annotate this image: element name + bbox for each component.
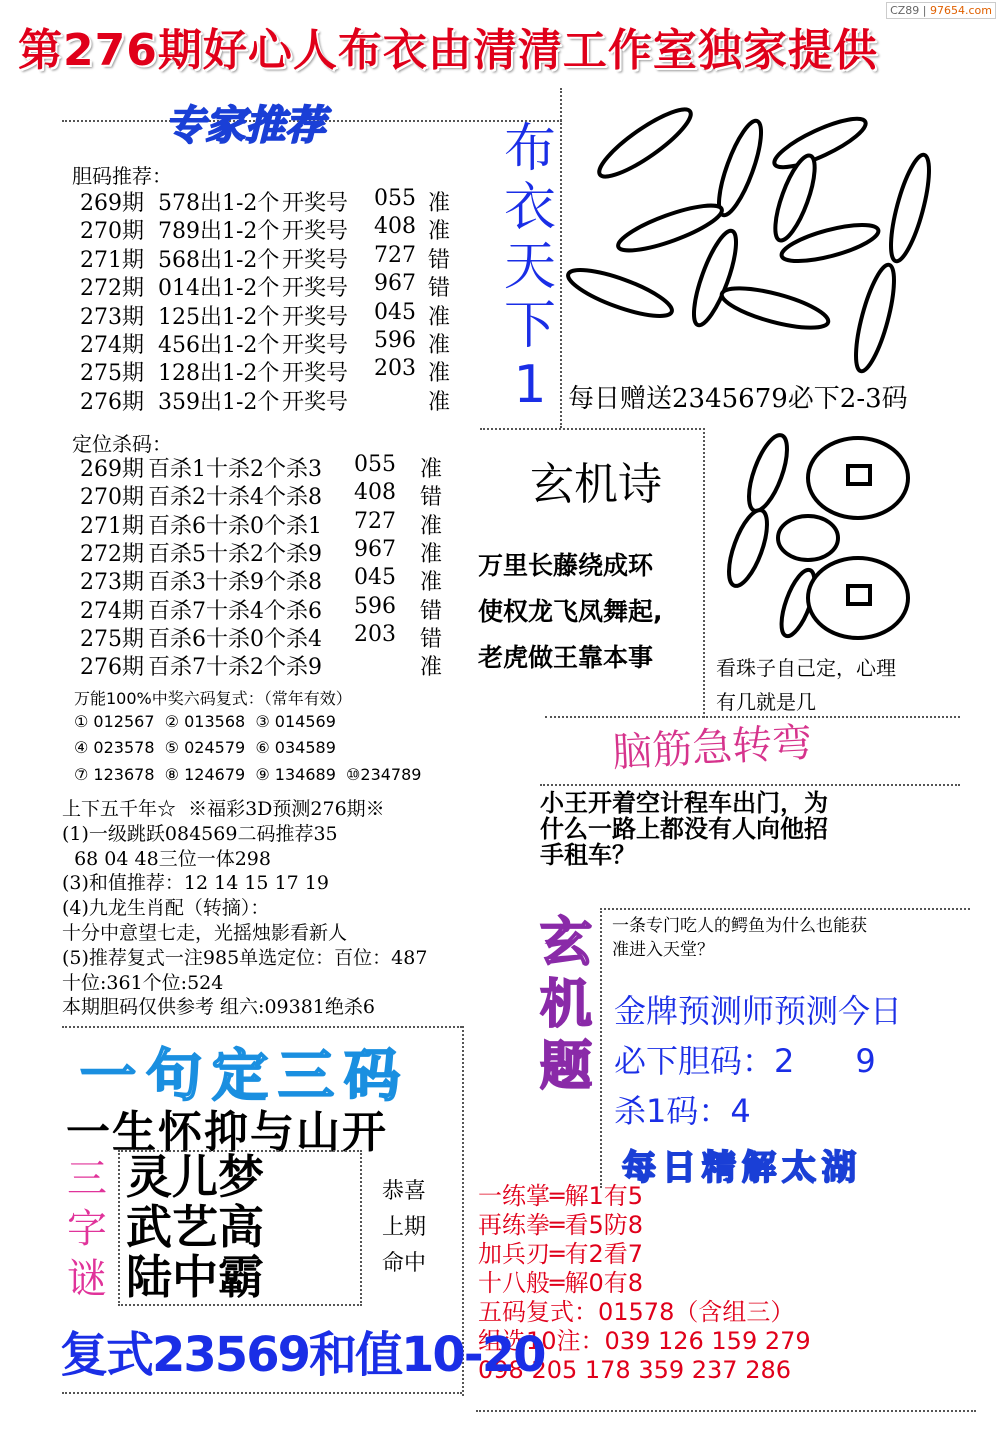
congrats-line: 恭喜 [382, 1179, 427, 1204]
dan-verdict: 准 [428, 191, 451, 216]
taihu-line: 再练拳═看5防8 [478, 1211, 643, 1239]
kill-pick: 百杀3十杀9个杀8 [148, 570, 322, 596]
sanzi-word: 灵儿梦 [126, 1150, 264, 1204]
poem-line: 老虎做王靠本事 [478, 643, 654, 672]
riddle-title: 脑筋急转弯 [611, 719, 814, 777]
buyi-daily-text: 每日赠送2345679必下2-3码 [568, 384, 908, 414]
dan-label: 开奖号 [282, 361, 349, 387]
dan-label: 开奖号 [282, 333, 349, 358]
dan-period: 276期 [80, 389, 144, 415]
kill-pick: 百杀7十杀2个杀9 [148, 655, 322, 681]
xuanji-title [540, 912, 600, 1098]
dan-period: 275期 [80, 361, 144, 387]
dan-verdict: 准 [428, 304, 451, 330]
dan-period: 273期 [80, 304, 144, 330]
dan-result: 045 [374, 299, 416, 325]
kill-pick: 百杀7十杀4个杀6 [148, 598, 322, 624]
sanzi-char: 三 [67, 1156, 107, 1202]
page-title: 第276期好心人布衣由清清工作室独家提供 [18, 25, 878, 76]
buyi-char: 天 [503, 237, 556, 297]
big-number-00-graphic [708, 428, 958, 648]
sanzi-word: 陆中霸 [126, 1250, 264, 1304]
taihu-line: 098 205 178 359 237 286 [478, 1356, 791, 1384]
taihu-line: 组选10注：039 126 159 279 [478, 1327, 811, 1355]
poem-note: 有几就是几 [716, 690, 816, 714]
forecast-line: (5)推荐复式一注985单选定位：百位：487 [62, 946, 428, 969]
kill-period: 270期 [80, 485, 144, 511]
dan-pick: 014出1-2个 [158, 276, 280, 302]
kill-pick: 百杀5十杀2个杀9 [148, 541, 322, 567]
dan-label: 开奖号 [282, 247, 349, 273]
kill-label: 定位杀码： [72, 432, 172, 456]
poem-note: 看珠子自己定，心理 [716, 656, 896, 680]
footer-combo: 复式23569和值10-20 [60, 1327, 545, 1383]
congrats-line: 上期 [382, 1215, 427, 1240]
divider [540, 784, 960, 786]
sanzi-words-box [118, 1150, 362, 1306]
buyi-char: 衣 [503, 178, 556, 238]
dan-pick: 578出1-2个 [158, 191, 280, 216]
kill-result: 727 [354, 508, 396, 534]
gold-dan: 必下胆码：2 9 [614, 1042, 876, 1080]
forecast-line: 68 04 48三位一体298 [62, 847, 271, 870]
header-banner [0, 0, 1000, 88]
xuanji-title-char: 玄机题 [540, 913, 593, 1097]
divider [62, 1026, 462, 1028]
dan-label: 开奖号 [282, 219, 349, 245]
xuanji-line: 准进入天堂？ [612, 940, 714, 960]
expert-title: 专家推荐 [165, 103, 325, 149]
kill-result: 408 [354, 480, 396, 506]
dan-pick: 568出1-2个 [158, 247, 280, 273]
six-code-row: ④ 023578 ⑤ 024579 ⑥ 034589 [74, 738, 336, 757]
kill-verdict: 准 [420, 513, 443, 539]
dan-period: 274期 [80, 333, 144, 358]
dan-label: 开奖号 [282, 191, 349, 216]
dan-result: 055 [374, 186, 416, 211]
kill-result: 045 [354, 565, 396, 591]
six-code-row: ⑦ 123678 ⑧ 124679 ⑨ 134689 ⑩234789 [74, 765, 422, 784]
big-number-39-graphic [560, 88, 960, 378]
dan-result: 596 [374, 328, 416, 353]
dan-result: 408 [374, 214, 416, 240]
divider [703, 428, 705, 718]
dan-result: 727 [374, 242, 416, 268]
kill-verdict: 准 [420, 457, 443, 482]
kill-period: 276期 [80, 655, 144, 681]
dan-pick: 789出1-2个 [158, 219, 280, 245]
sanzi-char: 谜 [67, 1256, 107, 1302]
sanzi-word: 武艺高 [126, 1200, 264, 1254]
taihu-line: 五码复式：01578（含组三） [478, 1298, 795, 1326]
dan-result: 967 [374, 271, 416, 297]
dan-result: 203 [374, 356, 416, 382]
sanzi-label [62, 1154, 112, 1304]
kill-period: 274期 [80, 598, 144, 624]
dan-pick: 359出1-2个 [158, 389, 280, 415]
forecast-line: (4)九龙生肖配（转摘）： [62, 897, 270, 920]
congrats-line: 命中 [382, 1251, 427, 1276]
dan-label: 开奖号 [282, 276, 349, 302]
kill-pick: 百杀1十杀2个杀3 [148, 457, 322, 482]
buyi-char: 1 [513, 355, 547, 415]
kill-verdict: 准 [420, 541, 443, 567]
watermark-prefix: CZ89 [890, 4, 920, 17]
kill-pick: 百杀6十杀0个杀4 [148, 626, 322, 652]
riddle-line: 手租车？ [540, 841, 636, 869]
kill-result: 967 [354, 536, 396, 562]
kill-period: 272期 [80, 541, 144, 567]
six-code-title: 万能100%中奖六码复式：（常年有效） [74, 689, 352, 708]
kill-period: 275期 [80, 626, 144, 652]
site-watermark: CZ89 | 97654.com [886, 2, 996, 19]
yiju-title: 一句定三码 [80, 1044, 410, 1109]
buyi-char: 布 [503, 119, 556, 179]
dan-verdict: 准 [428, 361, 451, 387]
kill-period: 269期 [80, 457, 144, 482]
kill-verdict: 错 [420, 626, 443, 652]
buyi-char: 下 [503, 296, 556, 356]
gold-kill: 杀1码：4 [614, 1092, 751, 1130]
forecast-line: (1)一级跳跃084569二码推荐35 [62, 822, 338, 845]
dan-verdict: 准 [428, 333, 451, 358]
sanzi-congrats [382, 1174, 426, 1282]
kill-period: 273期 [80, 570, 144, 596]
dan-label: 开奖号 [282, 304, 349, 330]
kill-verdict: 错 [420, 485, 443, 511]
kill-period: 271期 [80, 513, 144, 539]
kill-result: 596 [354, 593, 396, 619]
dan-period: 271期 [80, 247, 144, 273]
dan-verdict: 错 [428, 247, 451, 273]
kill-verdict: 准 [420, 570, 443, 596]
gold-title: 金牌预测师预测今日 [614, 992, 903, 1030]
dan-period: 272期 [80, 276, 144, 302]
kill-pick: 百杀6十杀0个杀1 [148, 513, 322, 539]
taihu-line: 加兵刃═有2看7 [478, 1240, 643, 1268]
sanzi-words [120, 1152, 360, 1302]
dan-label: 胆码推荐： [72, 164, 172, 188]
xuanji-line: 一条专门吃人的鳄鱼为什么也能获 [612, 916, 867, 936]
forecast-line: 十位:361个位:524 [62, 971, 224, 994]
forecast-line: 十分中意望七走，光摇烛影看新人 [62, 922, 348, 944]
dan-pick: 128出1-2个 [158, 361, 280, 387]
divider [480, 428, 705, 430]
forecast-line: (3)和值推荐：12 14 15 17 19 [62, 872, 329, 895]
dan-pick: 125出1-2个 [158, 304, 280, 330]
kill-verdict: 准 [420, 655, 443, 681]
taihu-title: 每日精解太湖 [622, 1148, 862, 1188]
divider [62, 1392, 462, 1394]
poem-line: 万里长藤绕成环 [478, 551, 654, 580]
riddle-question [540, 790, 828, 868]
dan-label: 开奖号 [282, 389, 349, 415]
dan-pick: 456出1-2个 [158, 333, 280, 358]
sanzi-char: 字 [67, 1206, 107, 1252]
riddle-line: 什么一路上都没有人向他招 [540, 815, 828, 843]
poem-title: 玄机诗 [530, 459, 662, 510]
taihu-line: 一练掌═解1有5 [478, 1182, 643, 1210]
watermark-site: 97654.com [930, 4, 992, 17]
buyi-vertical-title [500, 120, 560, 415]
kill-result: 055 [354, 452, 396, 477]
poem-line: 使权龙飞凤舞起, [478, 597, 663, 626]
divider [476, 1410, 976, 1412]
xuanji-question [612, 914, 867, 962]
dan-verdict: 准 [428, 389, 451, 415]
dan-verdict: 错 [428, 276, 451, 302]
kill-verdict: 错 [420, 598, 443, 624]
forecast-line: 上下五千年☆ ※福彩3D预测276期※ [62, 798, 385, 820]
taihu-line: 十八般═解0有8 [478, 1269, 643, 1297]
yiju-phrase: 一生怀抑与山开 [66, 1107, 388, 1158]
dan-period: 270期 [80, 219, 144, 245]
divider [600, 908, 602, 1188]
dan-period: 269期 [80, 191, 144, 216]
forecast-line: 本期胆码仅供参考 组六:09381绝杀6 [62, 996, 375, 1019]
kill-pick: 百杀2十杀4个杀8 [148, 485, 322, 511]
dan-verdict: 准 [428, 219, 451, 245]
divider [600, 908, 970, 910]
riddle-line: 小王开着空计程车出门，为 [540, 789, 828, 817]
six-code-row: ① 012567 ② 013568 ③ 014569 [74, 712, 336, 731]
kill-result: 203 [354, 621, 396, 647]
